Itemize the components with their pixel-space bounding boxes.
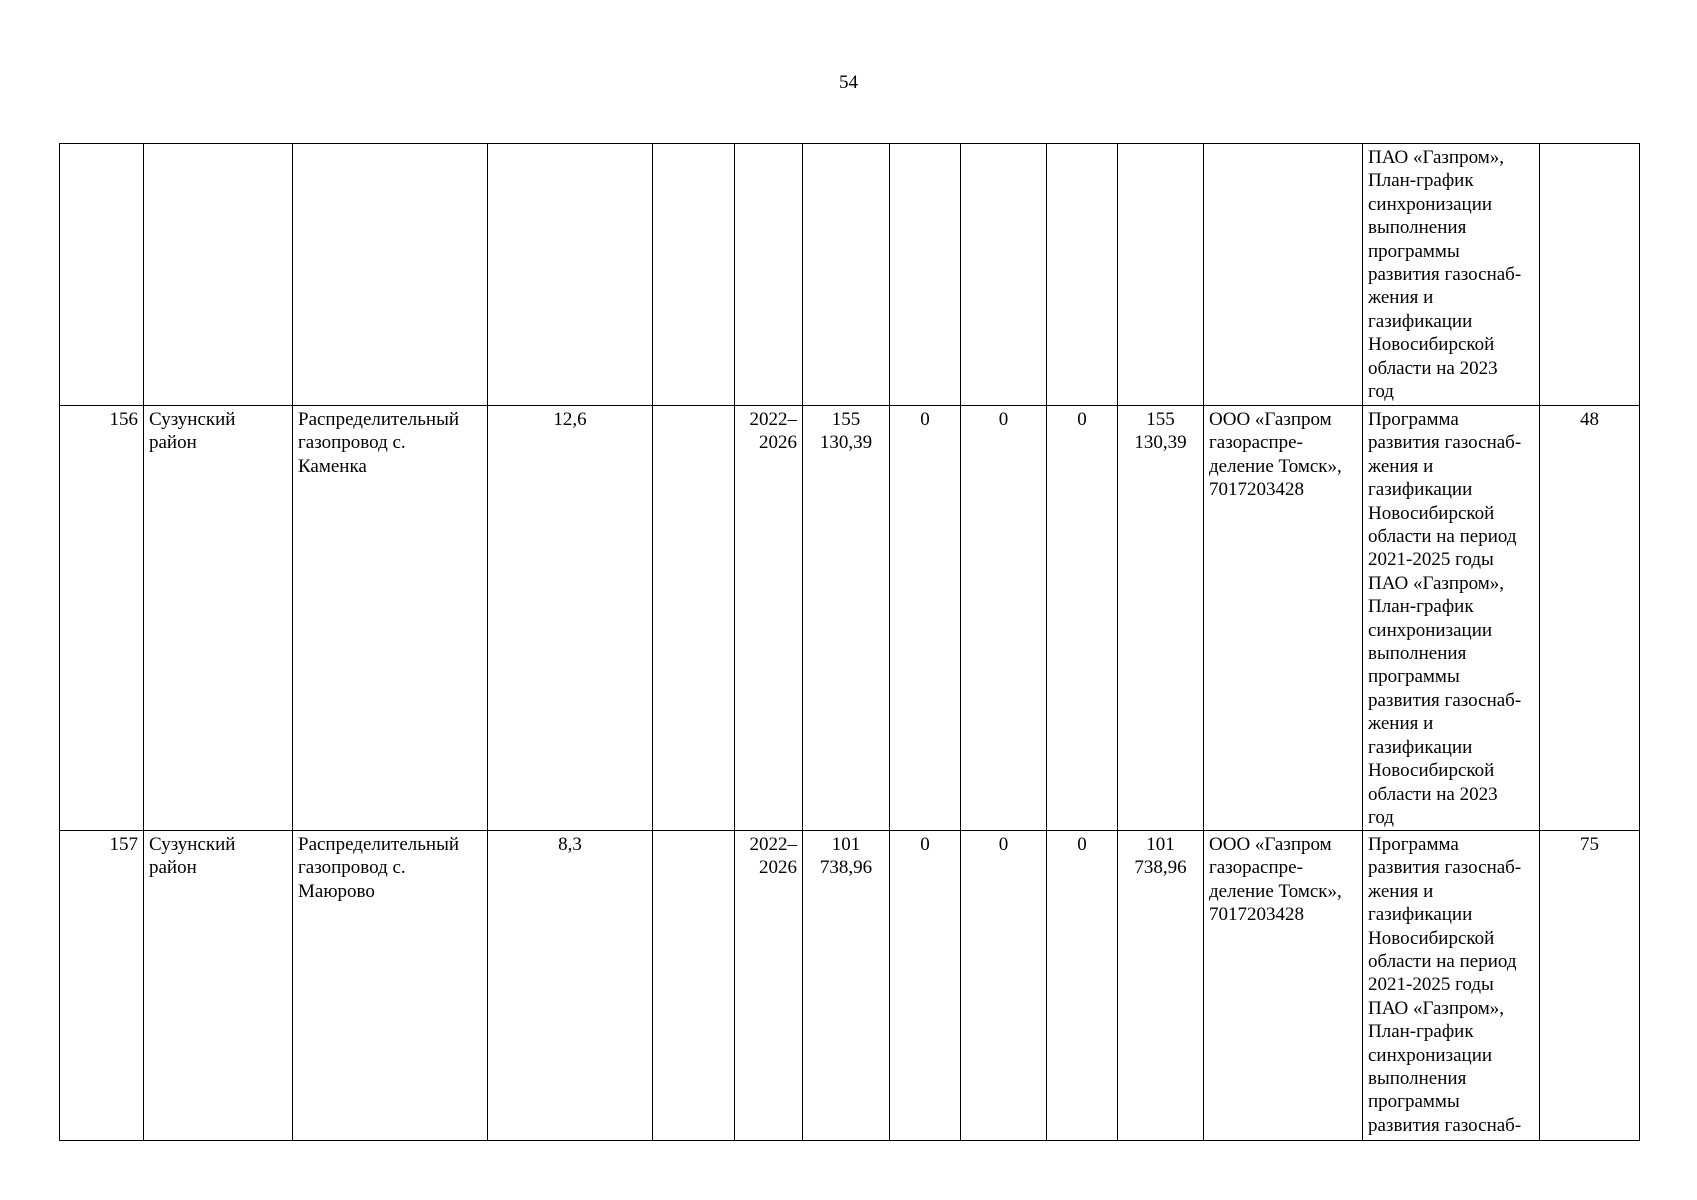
cell-value-a: 0 <box>890 831 961 1141</box>
cell-line: 101 <box>1146 834 1175 855</box>
cell-line: газораспре- <box>1209 857 1303 879</box>
cell-line: развития газоснаб- <box>1368 264 1522 286</box>
cell-line: развития газоснаб- <box>1368 432 1522 454</box>
cell-line: 738,96 <box>1134 857 1187 879</box>
cell-line: программы <box>1368 666 1460 688</box>
cell-line: 155 <box>1146 409 1175 430</box>
cell-executor <box>1204 831 1363 1141</box>
cell-line: области на период <box>1368 526 1517 548</box>
cell-line: Программа <box>1368 409 1459 430</box>
cell-line: План-график <box>1368 170 1474 192</box>
cell-line: ПАО «Газпром», <box>1368 997 1504 1019</box>
cell-line: газификации <box>1368 479 1473 501</box>
cell-line: ООО «Газпром <box>1209 409 1332 430</box>
cell-line: 2022– <box>749 834 797 855</box>
cell-length: 12,6 <box>488 406 653 831</box>
cell-line: Каменка <box>298 455 367 477</box>
cell-line: области на период <box>1368 951 1517 973</box>
cell-line: Маюрово <box>298 880 375 902</box>
cell-value-a: 0 <box>890 406 961 831</box>
cell-line: газификации <box>1368 310 1473 332</box>
cell-line: области на 2023 <box>1368 783 1498 805</box>
cell-line: выполнения <box>1368 1068 1467 1090</box>
cell-line: год <box>1368 806 1394 828</box>
cell-district <box>144 406 293 831</box>
cell-line: Распределительный <box>298 834 460 855</box>
cell-empty <box>653 831 735 1141</box>
cell-line: выполнения <box>1368 217 1467 239</box>
cell-empty <box>653 144 735 406</box>
table-body <box>60 144 1640 1141</box>
cell-value-c: 0 <box>1047 831 1118 1141</box>
cell-value-c <box>1047 144 1118 406</box>
cell-total <box>803 406 890 831</box>
cell-line: ПАО «Газпром», <box>1368 572 1504 594</box>
cell-line: План-график <box>1368 596 1474 618</box>
cell-line: развития газоснаб- <box>1368 689 1522 711</box>
cell-district <box>144 144 293 406</box>
cell-value-d <box>1118 406 1204 831</box>
cell-value-a <box>890 144 961 406</box>
cell-line: жения и <box>1368 880 1434 902</box>
cell-total <box>803 144 890 406</box>
cell-period <box>735 406 803 831</box>
cell-line: программы <box>1368 1091 1460 1113</box>
cell-line: 2026 <box>759 432 797 454</box>
cell-line: синхронизации <box>1368 619 1493 641</box>
cell-basis <box>1363 831 1540 1141</box>
cell-line: 7017203428 <box>1209 904 1304 926</box>
cell-district <box>144 831 293 1141</box>
cell-number: 156 <box>60 406 144 831</box>
cell-line: План-график <box>1368 1021 1474 1043</box>
cell-object <box>293 406 488 831</box>
cell-length <box>488 144 653 406</box>
cell-value-d <box>1118 144 1204 406</box>
cell-empty <box>653 406 735 831</box>
cell-period <box>735 144 803 406</box>
cell-line: газификации <box>1368 736 1473 758</box>
cell-line: 2022– <box>749 409 797 430</box>
cell-length: 8,3 <box>488 831 653 1141</box>
cell-line: 155 <box>831 409 861 430</box>
cell-line: Новосибирской <box>1368 334 1495 356</box>
cell-line: газопровод с. <box>298 857 406 879</box>
cell-line: Распределительный <box>298 409 460 430</box>
cell-line: Новосибирской <box>1368 927 1495 949</box>
program-table <box>59 143 1640 1141</box>
cell-line: 2021-2025 годы <box>1368 974 1494 996</box>
cell-executor <box>1204 144 1363 406</box>
cell-line: газораспре- <box>1209 432 1303 454</box>
cell-line: 130,39 <box>1134 432 1187 454</box>
cell-line: развития газоснаб- <box>1368 1114 1522 1136</box>
cell-line: развития газоснаб- <box>1368 857 1522 879</box>
cell-line: 2021-2025 годы <box>1368 549 1494 571</box>
cell-line: район <box>149 857 197 879</box>
cell-total <box>803 831 890 1141</box>
table-row <box>60 144 1640 406</box>
cell-line: ООО «Газпром <box>1209 834 1332 855</box>
cell-line: год <box>1368 381 1394 403</box>
cell-value-b: 0 <box>961 406 1047 831</box>
cell-number: 157 <box>60 831 144 1141</box>
cell-value-d <box>1118 831 1204 1141</box>
cell-line: 101 <box>831 834 861 855</box>
cell-line: Сузунский <box>149 834 236 855</box>
cell-line: 130,39 <box>819 432 873 454</box>
cell-object <box>293 144 488 406</box>
page-number: 54 <box>839 72 858 93</box>
cell-basis <box>1363 144 1540 406</box>
cell-line: жения и <box>1368 713 1434 735</box>
cell-number <box>60 144 144 406</box>
cell-line: деление Томск», <box>1209 880 1342 902</box>
cell-line: области на 2023 <box>1368 357 1498 379</box>
cell-last: 48 <box>1540 406 1640 831</box>
table-row <box>60 831 1640 1141</box>
cell-value-b: 0 <box>961 831 1047 1141</box>
cell-line: выполнения <box>1368 643 1467 665</box>
cell-line: район <box>149 432 197 454</box>
cell-line: Сузунский <box>149 409 236 430</box>
cell-line: Новосибирской <box>1368 760 1495 782</box>
cell-line: газификации <box>1368 904 1473 926</box>
cell-line: Новосибирской <box>1368 502 1495 524</box>
cell-line: синхронизации <box>1368 1044 1493 1066</box>
cell-executor <box>1204 406 1363 831</box>
cell-line: ПАО «Газпром», <box>1368 147 1504 168</box>
cell-object <box>293 831 488 1141</box>
cell-line: деление Томск», <box>1209 455 1342 477</box>
cell-line: 7017203428 <box>1209 479 1304 501</box>
cell-line: жения и <box>1368 455 1434 477</box>
cell-last <box>1540 144 1640 406</box>
cell-period <box>735 831 803 1141</box>
table-row <box>60 406 1640 831</box>
cell-line: 2026 <box>759 857 797 879</box>
cell-line: программы <box>1368 240 1460 262</box>
cell-value-b <box>961 144 1047 406</box>
cell-line: газопровод с. <box>298 432 406 454</box>
cell-line: Программа <box>1368 834 1459 855</box>
cell-basis <box>1363 406 1540 831</box>
cell-line: синхронизации <box>1368 193 1493 215</box>
cell-value-c: 0 <box>1047 406 1118 831</box>
cell-line: 738,96 <box>819 857 873 879</box>
cell-line: жения и <box>1368 287 1434 309</box>
cell-last: 75 <box>1540 831 1640 1141</box>
